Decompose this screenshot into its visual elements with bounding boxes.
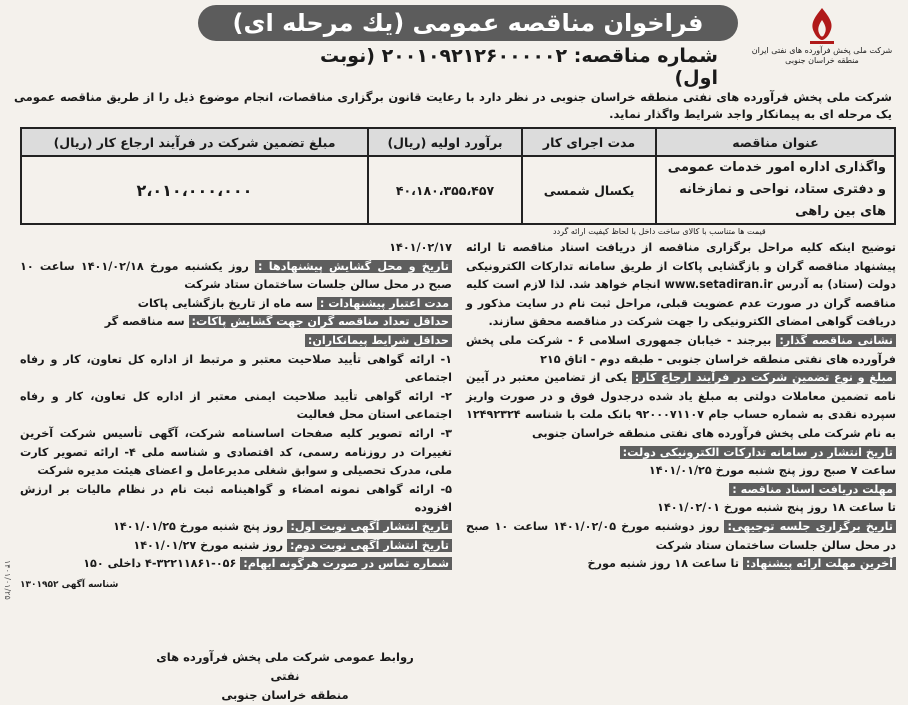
- requirement-item: ۱- ارائه گواهی تأیید صلاحیت معتبر و مرتبط از اداره کل تعاون، کار و رفاه اجتماعی: [20, 352, 452, 385]
- opening-value: روز یکشنبه مورخ ۱۴۰۱/۰۲/۱۸ ساعت ۱۰ صبح در محل سالن جلسات ساختمان ستاد شرکت: [20, 259, 452, 292]
- publish-value: ساعت ۷ صبح روز پنج شنبه مورخ ۱۴۰۱/۰۱/۲۵: [648, 464, 896, 478]
- col-header-estimate: برآورد اولیه (ریال): [368, 128, 522, 156]
- second-publish-label: تاریخ انتشار آگهی نوبت دوم:: [287, 539, 452, 552]
- requirement-item: ۳- ارائه تصویر کلیه صفحات اساسنامه شرکت، آگهی تأسیس شرکت آخرین تغییرات در روزنامه رسمی، کد اقتصادی و شناسه ملی: [20, 426, 452, 459]
- contact-label: شماره تماس در صورت هرگونه ابهام:: [240, 557, 452, 570]
- cell-estimate: ۴۰،۱۸۰،۳۵۵،۴۵۷: [368, 156, 522, 224]
- submission-date: ۱۴۰۱/۰۲/۱۷: [389, 241, 452, 254]
- requirements-label: حداقل شرایط پیمانکاران:: [305, 334, 452, 347]
- left-column: [20, 239, 456, 594]
- guarantee-value: یکی از تضامین معتبر در آیین نامه تضمین معاملات دولتی به مبلغ یاد شده درجدول فوق و در صورت واریز سپرده نقدی به شماره حساب جام ۹۲۰۰۰۷۱۱۰۷ بانک ملت با شناسه ۱۲۴۹۲۳۲۴ به نام شرکت ملی پخش فرآورده های نفتی منطقه خراسان جنوبی: [466, 371, 896, 440]
- cell-subject: واگذاری اداره امور خدمات عمومی و دفتری ستاد، نواحی و نمازخانه های بین راهی: [656, 156, 895, 224]
- col-header-guarantee: مبلغ تضمین شرکت در فرآیند ارجاع کار (ریال): [21, 128, 368, 156]
- cell-duration: یکسال شمسی: [522, 156, 656, 224]
- min-bidders-label: حداقل تعداد مناقصه گران جهت گشایش پاکات:: [189, 315, 453, 328]
- logo-caption: شرکت ملی پخش فرآورده های نفتی ایران: [751, 46, 893, 55]
- col-header-subject: عنوان مناقصه: [656, 128, 895, 156]
- body-columns: [18, 239, 896, 594]
- notice-title: فراخوان مناقصه عمومی (یك مرحله ای): [198, 5, 738, 41]
- second-publish-value: روز شنبه مورخ ۱۴۰۱/۰۱/۲۷: [133, 538, 284, 552]
- intro-paragraph: شرکت ملی پخش فرآورده های نفتی منطقه خراسان جنوبی در نظر دارد با رعایت قانون برگزاری مناقصات، انجام موضوع ذیل را از طریق مناقصه عمومی یک مرحله ای به پیمانکار واجد شرایط واگذار نماید.: [14, 90, 892, 121]
- address-label: نشانی مناقصه گذار:: [776, 334, 896, 347]
- validity-label: مدت اعتبار پیشنهادات :: [317, 297, 452, 310]
- table-row: [21, 156, 895, 224]
- validity-value: سه ماه از تاریخ بازگشایی پاکات: [137, 296, 313, 310]
- footer: [150, 648, 420, 705]
- logo-caption-region: منطقه خراسان جنوبی: [785, 56, 859, 65]
- submission-deadline-label: آخرین مهلت ارائه پیشنهاد:: [743, 557, 896, 570]
- address-value: بیرجند - خیابان جمهوری اسلامی ۶ - شرکت ملی پخش فرآورده های نفتی منطقه خراسان جنوبی - طبقه دوم - اتاق ۲۱۵: [466, 333, 896, 366]
- header: [8, 2, 902, 89]
- publish-label: تاریخ انتشار در سامانه تدارکات الکترونیکی دولت:: [620, 446, 896, 459]
- procedure-text-2: انجام خواهد شد. لذا لازم است کلیه مناقصه گران در صورت عدم عضویت قبلی، مراحل ثبت نام در سایت مذکور و دریافت گواهی امضای الکترونیکی را جهت شرکت در مناقصه محقق سازند.: [466, 278, 896, 329]
- documents-deadline-value: تا ساعت ۱۸ روز پنج شنبه مورخ ۱۴۰۱/۰۲/۰۱: [657, 501, 896, 515]
- footer-line: روابط عمومی شرکت ملی پخش فرآورده های نفتی: [156, 650, 414, 683]
- opening-label: تاریخ و محل گشایش پیشنهادها :: [255, 260, 452, 273]
- submission-deadline-value: تا ساعت ۱۸ روز شنبه مورخ: [587, 557, 739, 571]
- company-logo: [748, 6, 896, 82]
- table-note: قیمت ها متناسب با کالای ساخت داخل با لحاظ کیفیت ارائه گردد: [553, 227, 766, 236]
- tender-number: شماره مناقصه: ۲۰۰۱۰۹۲۱۲۶۰۰۰۰۰۲ (نوبت اول): [319, 45, 718, 89]
- col-header-duration: مدت اجرای کار: [522, 128, 656, 156]
- briefing-label: تاریخ برگزاری جلسه توجیهی:: [724, 520, 896, 533]
- ad-id: شناسه آگهی ۱۳۰۱۹۵۲: [20, 579, 119, 590]
- right-column: [456, 239, 896, 594]
- documents-deadline-label: مهلت دریافت اسناد مناقصه :: [729, 483, 896, 496]
- tender-table: [20, 127, 896, 225]
- min-bidders-value: سه مناقصه گر: [104, 315, 185, 329]
- contact-value: ۰۵۶-۳۲۲۱۱۸۶۱-۴ داخلی ۱۵۰: [83, 557, 237, 571]
- requirement-item: ۵- ارائه گواهی نمونه امضاء و گواهینامه ثبت نام در نظام مالیات بر ارزش افزوده: [20, 482, 452, 515]
- flame-icon: [800, 6, 844, 46]
- requirement-item: ۲- ارائه گواهی تأیید صلاحیت ایمنی معتبر از اداره کل تعاون، کار و رفاه اجتماعی استان محل فعالیت: [20, 389, 452, 422]
- first-publish-value: روز پنج شنبه مورخ ۱۴۰۱/۰۱/۲۵: [113, 519, 284, 533]
- first-publish-label: تاریخ انتشار آگهی نوبت اول:: [287, 520, 452, 533]
- briefing-value: روز دوشنبه مورخ ۱۴۰۱/۰۲/۰۵ ساعت ۱۰ صبح در محل سالن جلسات ساختمان ستاد شرکت: [466, 519, 896, 552]
- procedure-text: توضیح اینکه کلیه مراحل برگزاری مناقصه از دریافت اسناد مناقصه تا ارائه پیشنهاد مناقصه گران و بازگشایی پاکات از طریق سامانه تدارکات الکترونیکی دولت (ستاد) به آدرس: [466, 241, 896, 292]
- side-serial: ۱۴۰۱/۰۱/۲۵: [3, 560, 12, 600]
- footer-region: منطقه خراسان جنوبی: [221, 688, 349, 702]
- requirement-item: ۴- ارائه تصویر کارت ملی، مدرک تحصیلی و سوابق شغلی مدیرعامل و اعضای هیئت مدیره شرکت: [20, 445, 452, 478]
- guarantee-label: مبلغ و نوع تضمین شرکت در فرآیند ارجاع کار:: [632, 371, 896, 384]
- table-header-row: [21, 128, 895, 156]
- setad-url: www.setadiran.ir: [664, 278, 773, 292]
- cell-guarantee: ۲،۰۱۰،۰۰۰،۰۰۰: [21, 156, 368, 224]
